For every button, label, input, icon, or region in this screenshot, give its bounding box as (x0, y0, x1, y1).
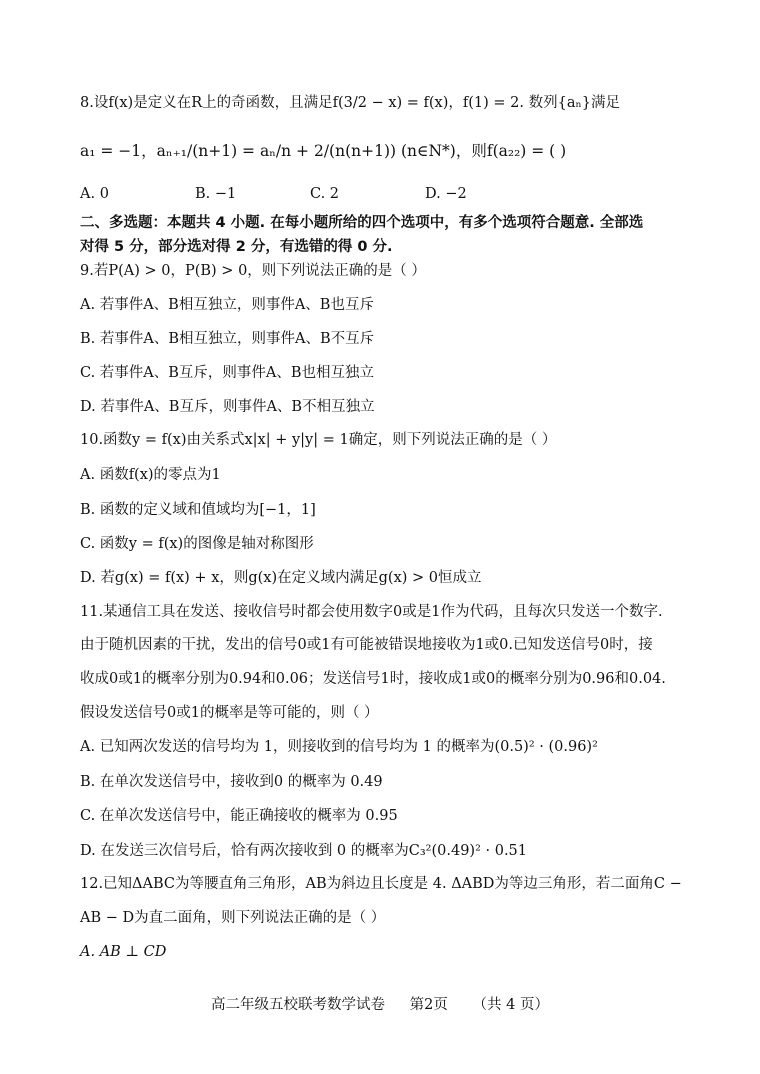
q10-option-a: A. 函数f(x)的零点为1 (80, 467, 221, 483)
q11-stem-line4: 假设发送信号0或1的概率是等可能的，则（ ） (80, 705, 379, 721)
footer-title: 高二年级五校联考数学试卷 (211, 997, 386, 1013)
q8-option-d: D. −2 (425, 186, 467, 202)
q8-option-b: B. −1 (195, 186, 237, 202)
q11-option-c: C. 在单次发送信号中，能正确接收的概率为 0.95 (80, 808, 398, 824)
q8-option-c: C. 2 (310, 186, 340, 202)
q9-option-b: B. 若事件A、B相互独立，则事件A、B不互斥 (80, 331, 375, 347)
footer-total-pages: （共 4 页） (472, 997, 549, 1013)
q11-stem-line3: 收成0或1的概率分别为0.94和0.06；发送信号1时，接收成1或0的概率分别为0.96和0.04. (80, 671, 666, 687)
q9-option-a: A. 若事件A、B相互独立，则事件A、B也互斥 (80, 297, 374, 313)
section2-heading-line2: 对得 5 分，部分选对得 2 分，有选错的得 0 分. (80, 239, 393, 255)
q11-stem-line2: 由于随机因素的干扰，发出的信号0或1有可能被错误地接收为1或0.已知发送信号0时，接 (80, 637, 653, 653)
q11-option-a: A. 已知两次发送的信号均为 1，则接收到的信号均为 1 的概率为(0.5)² · (0.96)² (80, 739, 598, 755)
q8-option-a: A. 0 (80, 186, 109, 202)
q10-stem: 10.函数y = f(x)由关系式x|x| + y|y| = 1确定，则下列说法正确的是（ ） (80, 432, 557, 448)
q11-option-b: B. 在单次发送信号中，接收到0 的概率为 0.49 (80, 774, 383, 790)
q12-stem-line1: 12.已知ΔABC为等腰直角三角形，AB为斜边且长度是 4. ΔABD为等边三角形，若二面角C − (80, 876, 682, 892)
q8-stem-line1: 8.设f(x)是定义在R上的奇函数，且满足f(3/2 − x) = f(x)，f(1) = 2. 数列{aₙ}满足 (80, 95, 620, 111)
q9-stem: 9.若P(A) > 0，P(B) > 0，则下列说法正确的是（ ） (80, 263, 426, 279)
section2-heading-line1: 二、多选题：本题共 4 小题. 在每小题所给的四个选项中，有多个选项符合题意. 全部选 (80, 215, 644, 231)
q11-stem-line1: 11.某通信工具在发送、接收信号时都会使用数字0或是1作为代码，且每次只发送一个数字. (80, 604, 663, 620)
q10-option-d: D. 若g(x) = f(x) + x，则g(x)在定义域内满足g(x) > 0恒成立 (80, 570, 482, 586)
q10-option-b: B. 函数的定义域和值域均为[−1，1] (80, 502, 316, 518)
q12-option-a: A. AB ⊥ CD (80, 944, 167, 960)
footer-page-number: 第2页 (409, 997, 448, 1013)
q9-option-d: D. 若事件A、B互斥，则事件A、B不相互独立 (80, 399, 375, 415)
q11-option-d: D. 在发送三次信号后，恰有两次接收到 0 的概率为C₃²(0.49)² · 0.51 (80, 843, 528, 859)
q8-stem-line2: a₁ = −1，aₙ₊₁/(n+1) = aₙ/n + 2/(n(n+1)) (n∈N*)，则f(a₂₂) = ( ) (80, 142, 567, 160)
q8-options (80, 183, 690, 205)
q12-stem-line2: AB − D为直二面角，则下列说法正确的是（ ） (80, 910, 386, 926)
page-footer (0, 993, 760, 1014)
q9-option-c: C. 若事件A、B互斥，则事件A、B也相互独立 (80, 365, 375, 381)
q10-option-c: C. 函数y = f(x)的图像是轴对称图形 (80, 536, 314, 552)
